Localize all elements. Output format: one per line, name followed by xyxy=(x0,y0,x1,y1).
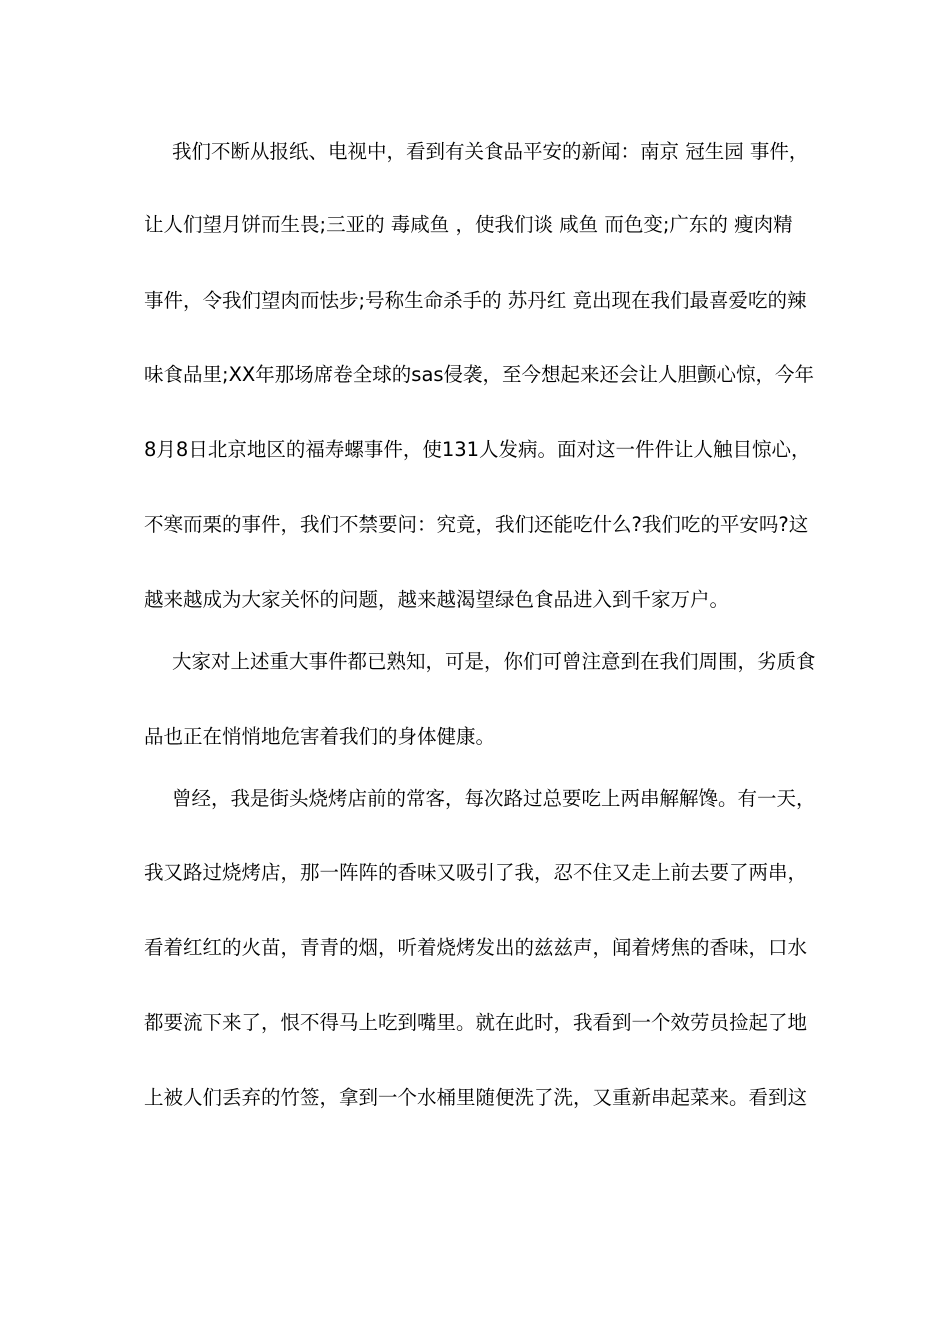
text-line: 不寒而栗的事件，我们不禁要问：究竟，我们还能吃什么?我们吃的平安吗?这 xyxy=(144,513,809,536)
text-line: 事件，令我们望肉而怯步;号称生命杀手的 苏丹红 竟出现在我们最喜爱吃的辣 xyxy=(144,289,807,312)
text-line: 我们不断从报纸、电视中，看到有关食品平安的新闻：南京 冠生园 事件， xyxy=(172,140,809,163)
text-line: 8月8日北京地区的福寿螺事件，使131人发病。面对这一件件让人触目惊心， xyxy=(144,438,811,461)
text-line: 大家对上述重大事件都已熟知，可是，你们可曾注意到在我们周围，劣质食 xyxy=(172,650,816,673)
text-line: 品也正在悄悄地危害着我们的身体健康。 xyxy=(144,725,496,748)
text-line: 看着红红的火苗，青青的烟，听着烧烤发出的兹兹声，闻着烤焦的香味，口水 xyxy=(144,936,808,959)
text-line: 上被人们丢弃的竹签，拿到一个水桶里随便洗了洗，又重新串起菜来。看到这 xyxy=(144,1086,808,1109)
text-line: 曾经，我是街头烧烤店前的常客，每次路过总要吃上两串解解馋。有一天， xyxy=(172,787,816,810)
text-line: 越来越成为大家关怀的问题，越来越渴望绿色食品进入到千家万户。 xyxy=(144,588,730,611)
text-line: 味食品里;XX年那场席卷全球的sas侵袭，至今想起来还会让人胆颤心惊，今年 xyxy=(144,363,815,386)
text-line: 都要流下来了，恨不得马上吃到嘴里。就在此时，我看到一个效劳员捡起了地 xyxy=(144,1011,808,1034)
text-line: 让人们望月饼而生畏;三亚的 毒咸鱼 ，使我们谈 咸鱼 而色变;广东的 瘦肉精 xyxy=(144,213,793,236)
text-line: 我又路过烧烤店，那一阵阵的香味又吸引了我，忍不住又走上前去要了两串， xyxy=(144,861,808,884)
